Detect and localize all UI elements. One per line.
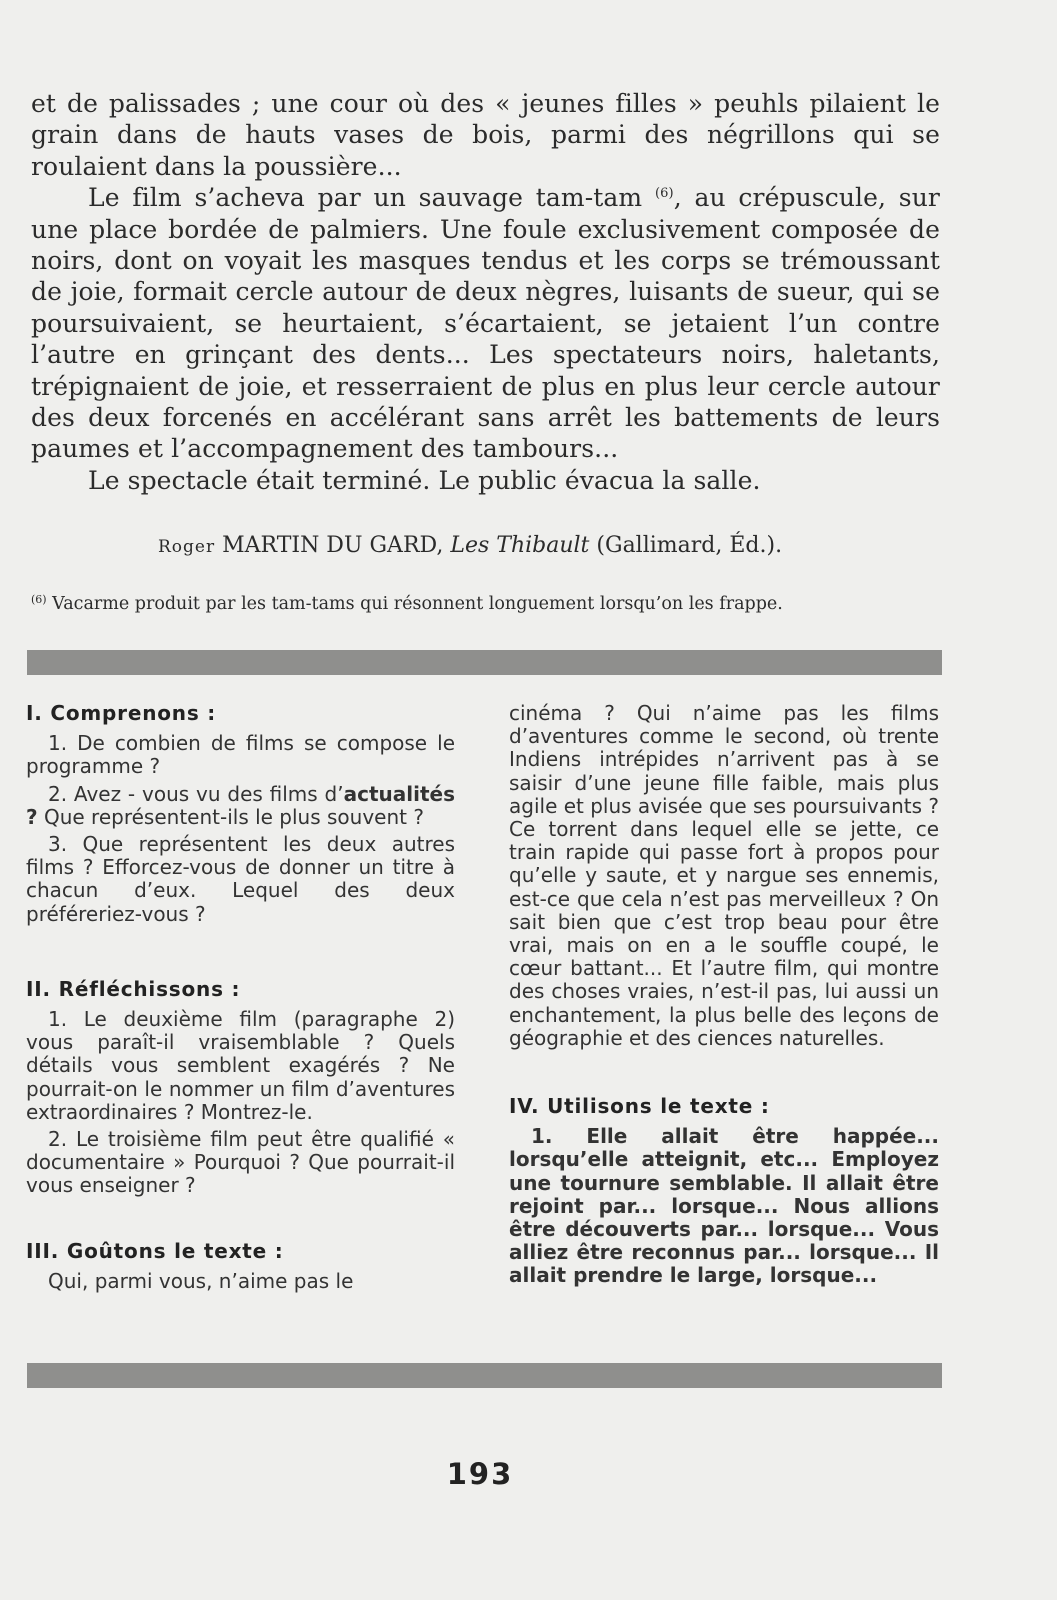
question-utilisons-1: 1. Elle allait être happée... lorsqu’elle atteignit, etc... Employez une tournure semblable. Il allait être rejoint par... lorsque... Nous allions être découverts par... lorsque... Vous alliez être reconnus par... lorsque... Il allait prendre le large, lorsque...	[509, 1124, 939, 1288]
author-last-name: MARTIN DU GARD,	[222, 533, 444, 558]
exercises-left-column	[26, 702, 455, 1293]
question-comprenons-2-end: Que représentent-ils le plus souvent ?	[37, 804, 424, 829]
question-reflechissons-2: 2. Le troisième film peut être qualifié « documentaire » Pourquoi ? Que pourrait-il vous enseigner ?	[26, 1127, 455, 1198]
footnote-text: Vacarme produit par les tam-tams qui résonnent longuement lorsqu’on les frappe.	[52, 594, 783, 614]
author-first-name: Roger	[158, 537, 216, 557]
excerpt-paragraph-2	[31, 182, 940, 465]
goutons-text-start: Qui, parmi vous, n’aime pas le	[48, 1268, 354, 1293]
question-comprenons-3: 3. Que représentent les deux autres films ? Efforcez-vous de donner un titre à chacun d’eux. Lequel des deux préféreriez-vous ?	[26, 832, 455, 926]
question-comprenons-2-start: 2. Avez - vous vu des films d’	[48, 781, 344, 806]
publisher: (Gallimard, Éd.).	[596, 533, 783, 558]
heading-utilisons: IV. Utilisons le texte :	[509, 1094, 770, 1119]
question-reflechissons-1: 1. Le deuxième film (paragraphe 2) vous paraît-il vraisemblable ? Quels détails vous semblent exagérés ? Ne pourrait-on le nommer un film d’aventures extraordinaires ? Montrez-le.	[26, 1007, 455, 1124]
excerpt-paragraph-2-start: Le film s’acheva par un sauvage tam-tam	[88, 183, 655, 213]
excerpt-paragraph-3: Le spectacle était terminé. Le public évacua la salle.	[88, 465, 761, 495]
question-comprenons-2-term: actualités ?	[26, 781, 455, 829]
top-divider-band	[27, 650, 942, 675]
excerpt-paragraph-2-rest: , au crépuscule, sur une place bordée de palmiers. Une foule exclusivement composée de noirs, dont on voyait les masques tendus et les corps se trémoussant de joie, formait cercle autour de deux nègres, luisants de sueur, qui se poursuivaient, se heurtaient, s’écartaient, se jetaient l’un contre l’autre en grinçant des dents... Les spectateurs noirs, haletants, trépignaient de joie, et resserraient de plus en plus leur cercle autour des deux forcenés en accélérant sans arrêt les battements de leurs paumes et l’accompagnement des tambours...	[31, 183, 940, 464]
question-comprenons-2	[26, 783, 455, 829]
heading-reflechissons: II. Réfléchissons :	[26, 976, 241, 1001]
source-attribution	[158, 531, 918, 562]
goutons-text-continued: cinéma ? Qui n’aime pas les films d’aventures comme le second, où trente Indiens intrépides n’arrivent pas à se saisir d’une jeune fille faible, mais plus agile et plus avisée que ses poursuivants ? Ce torrent dans lequel elle se jette, ce train rapide qui passe fort à propos pour qu’elle y saute, et y nargue ses ennemis, est-ce que cela n’est pas merveilleux ? On sait bien que c’est trop beau pour être vrai, mais on en a le souffle coupé, le cœur battant... Et l’autre film, qui montre des choses vraies, n’est-il pas, lui aussi un enchantement, la plus belle des leçons de géographie et des ciences naturelles.	[509, 701, 939, 1050]
heading-comprenons: I. Comprenons :	[26, 701, 217, 725]
page-number: 193	[446, 1457, 514, 1491]
literary-excerpt	[31, 88, 940, 496]
footnote-marker: (6)	[31, 593, 47, 606]
excerpt-paragraph-1: et de palissades ; une cour où des « jeunes filles » peuhls pilaient le grain dans de hauts vases de bois, parmi des négrillons qui se roulaient dans la poussière...	[31, 89, 940, 181]
work-title: Les Thibault	[450, 533, 590, 558]
question-comprenons-1: 1. De combien de films se compose le programme ?	[26, 731, 455, 779]
footnote-reference: (6)	[654, 186, 674, 202]
heading-goutons: III. Goûtons le texte :	[26, 1238, 284, 1263]
bottom-divider-band	[27, 1363, 942, 1388]
exercises-right-column	[509, 702, 939, 1288]
footnote	[31, 592, 940, 616]
